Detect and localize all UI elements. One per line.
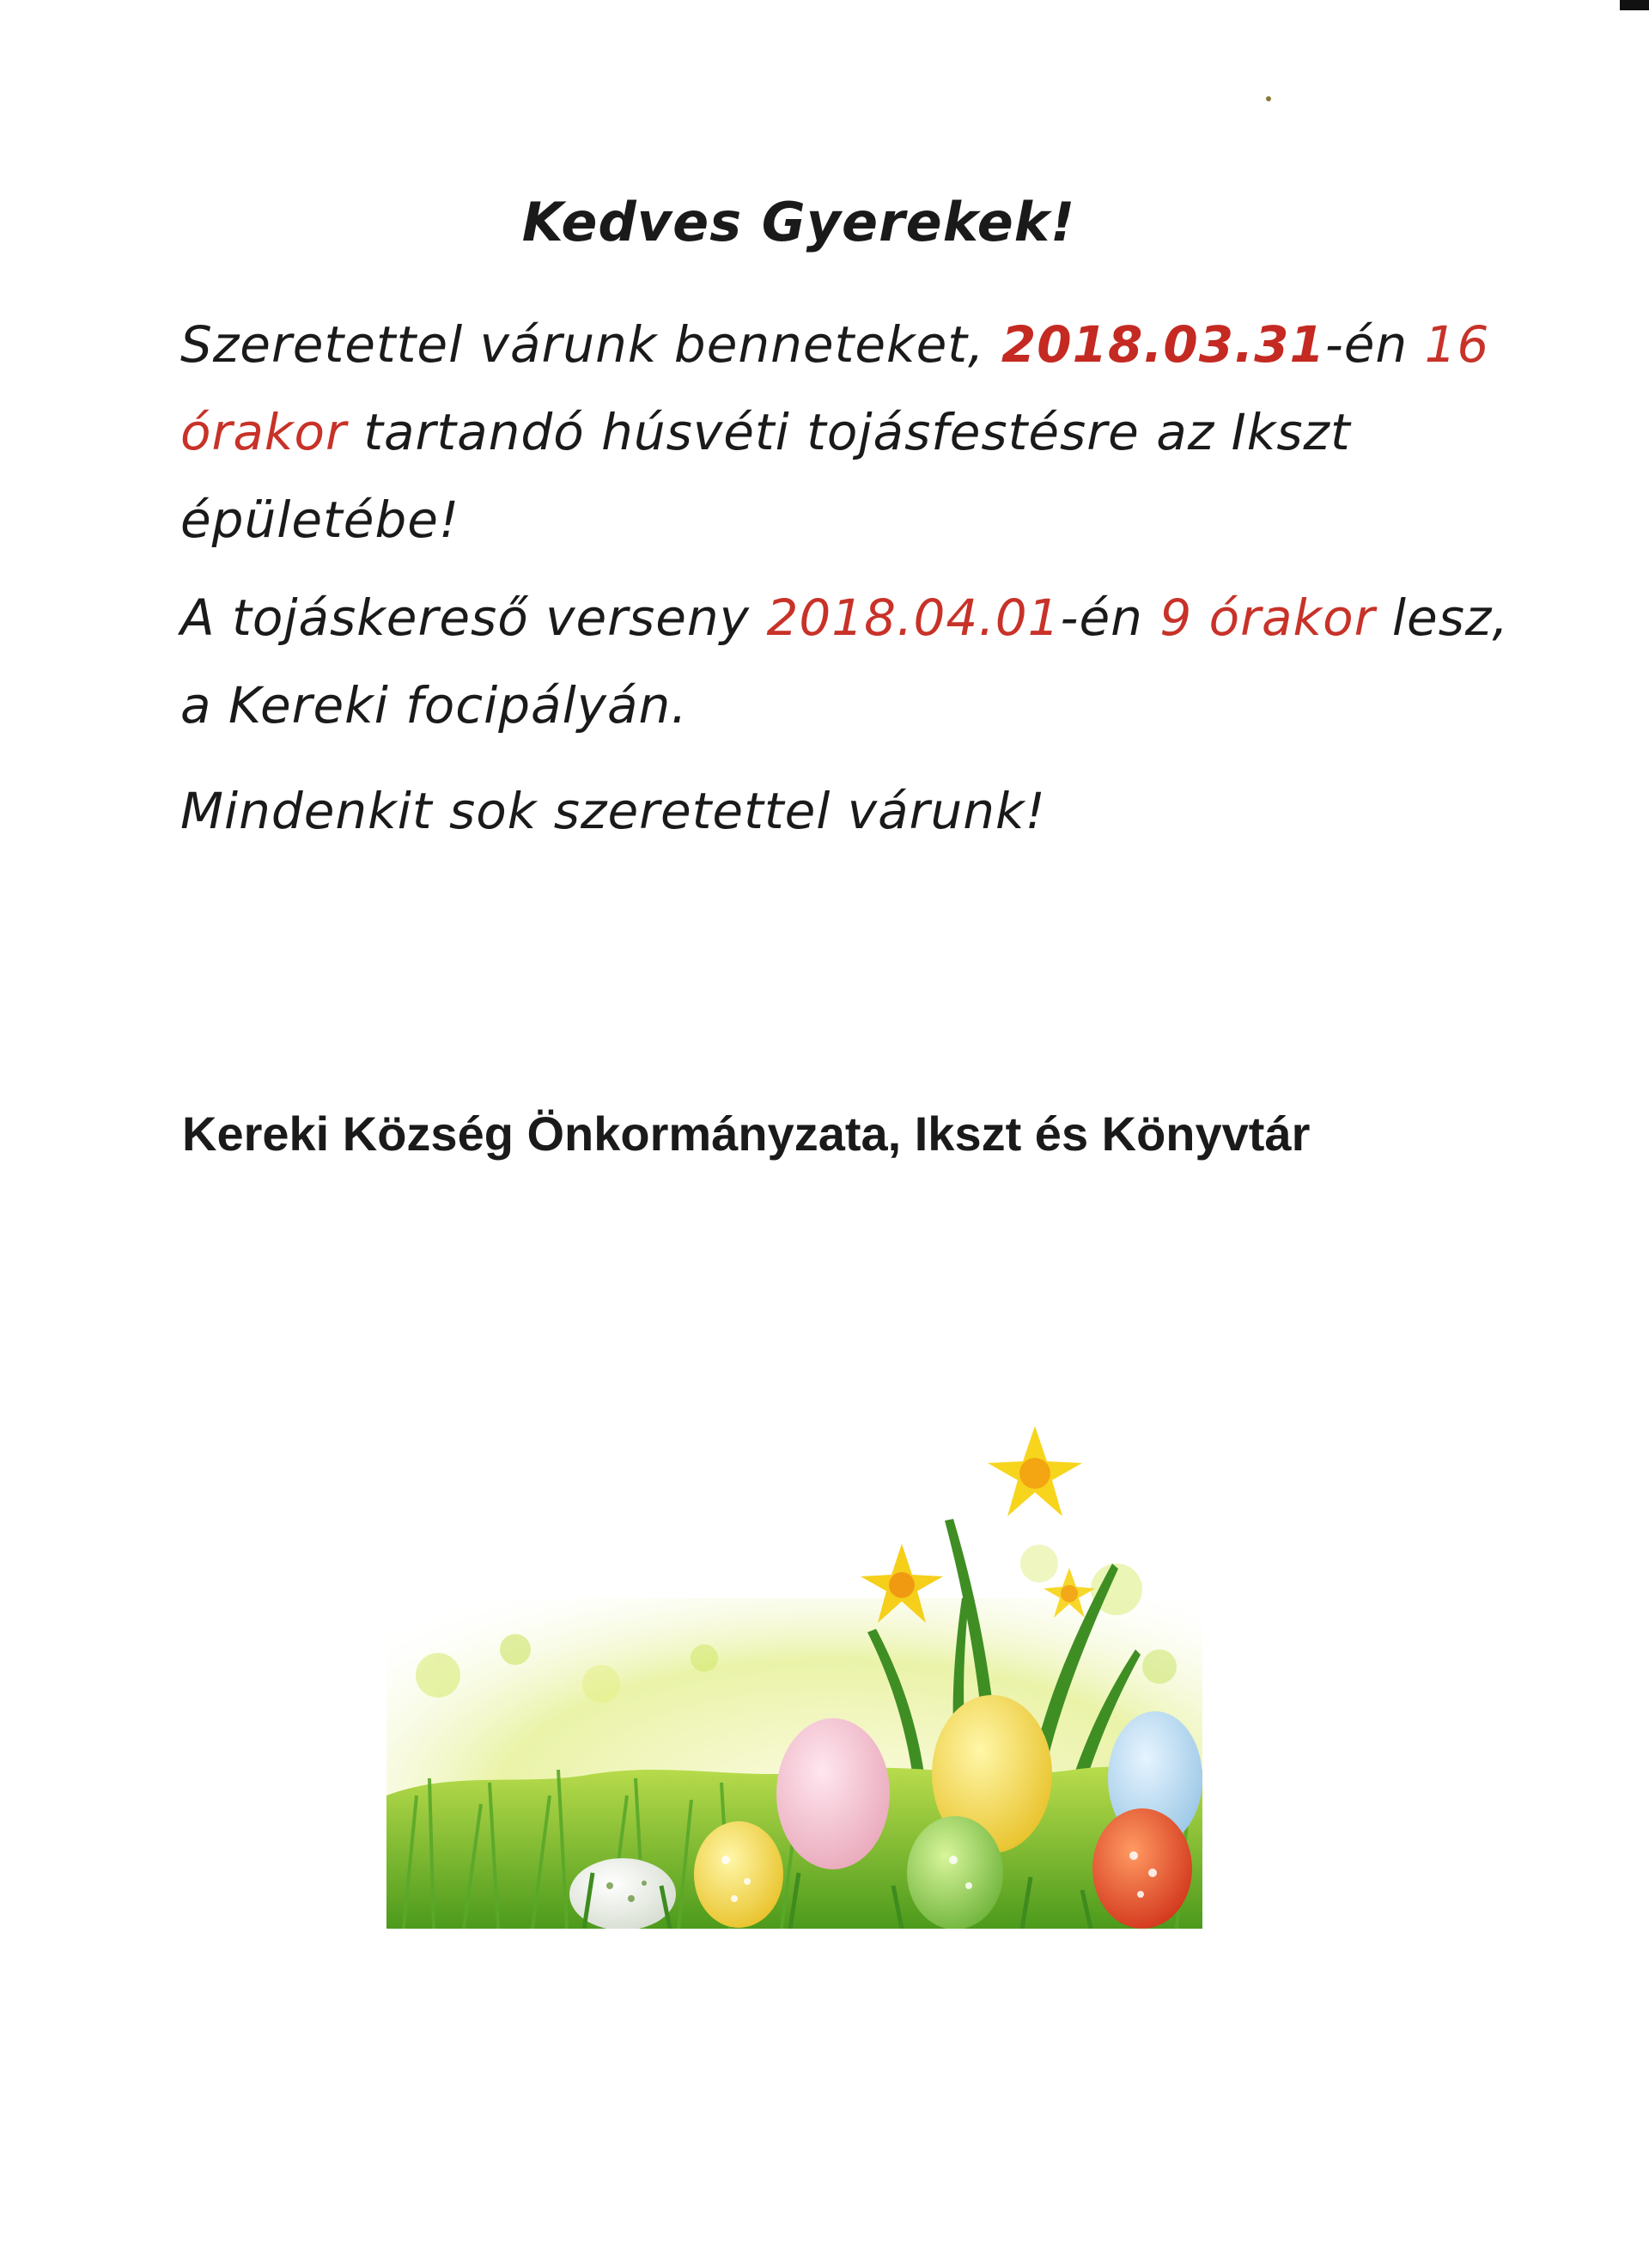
invitation-text-end: tartandó húsvéti tojásfestésre az Ikszt épületébe! (180, 403, 1351, 549)
invitation-date-suffix: -én (1324, 315, 1425, 374)
invitation-text-start: Szeretettel várunk benneteket, (180, 315, 1001, 374)
egg-hunt-date-suffix: -én (1060, 588, 1160, 647)
greeting-heading: Kedves Gyerekek! (521, 191, 1076, 253)
invitation-paragraph (180, 301, 1520, 564)
egg-painting-time: 16 órakor (180, 315, 1490, 461)
scan-speck (1266, 96, 1271, 101)
egg-painting-date: 2018.03.31 (1001, 315, 1325, 374)
egg-hunt-paragraph (180, 574, 1520, 749)
closing-line: Mindenkit sok szeretettel várunk! (180, 782, 1046, 840)
egg-hunt-text-end: lesz, a Kereki focipályán. (180, 588, 1509, 735)
egg-hunt-text-start: A tojáskereső verseny (180, 588, 767, 647)
easter-eggs-daffodils-illustration (386, 1392, 1202, 1929)
egg-hunt-time: 9 órakor (1159, 588, 1376, 647)
egg-hunt-date: 2018.04.01 (766, 588, 1061, 647)
organizer-signature: Kereki Község Önkormányzata, Ikszt és Könyvtár (182, 1107, 1311, 1161)
scan-corner-mark (1620, 0, 1649, 10)
